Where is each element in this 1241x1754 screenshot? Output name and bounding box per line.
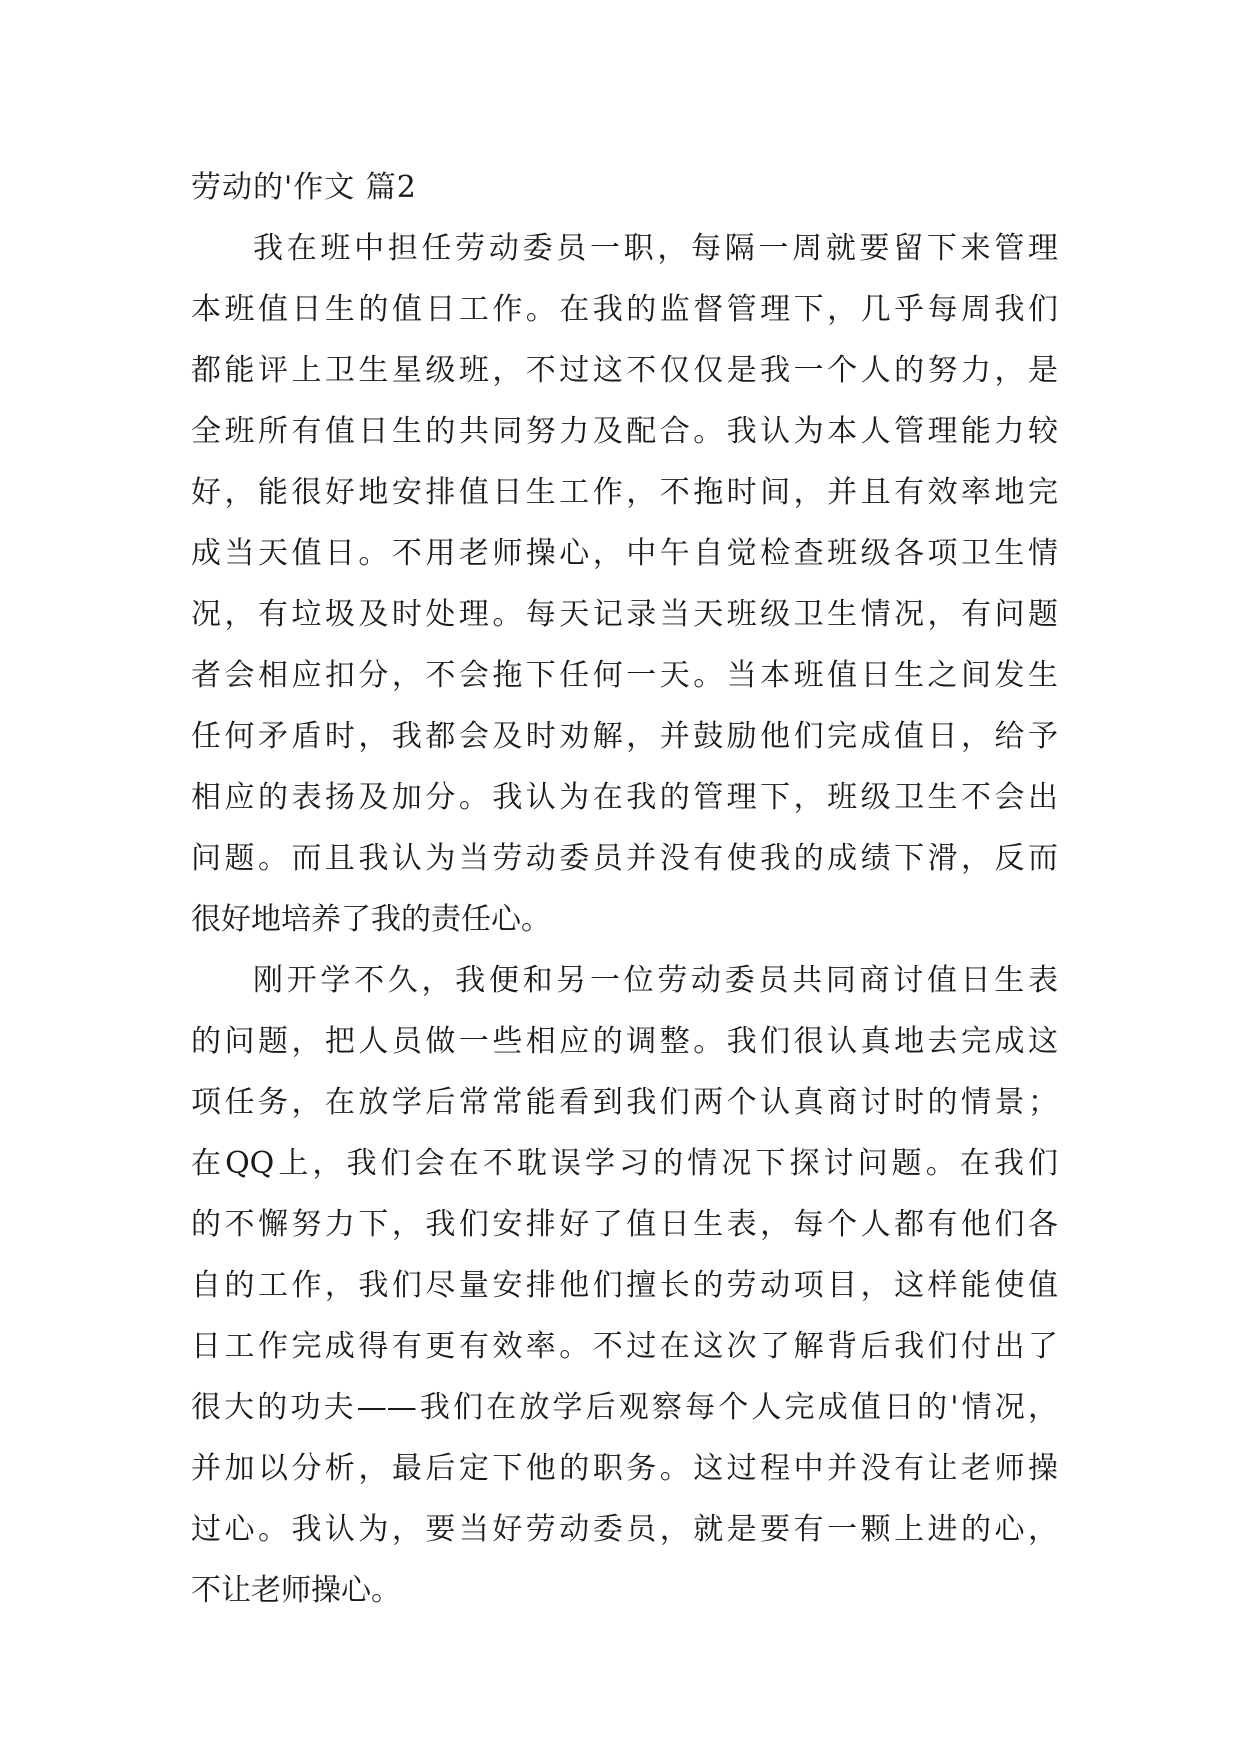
paragraph-line: 并加以分析，最后定下他的职务。这过程中并没有让老师操 bbox=[191, 1451, 1058, 1486]
paragraph-line: 刚开学不久，我便和另一位劳动委员共同商讨值日生表 bbox=[253, 963, 1058, 998]
paragraph-line: 成当天值日。不用老师操心，中午自觉检查班级各项卫生情 bbox=[191, 536, 1058, 571]
paragraph-line: 日工作完成得有更有效率。不过在这次了解背后我们付出了 bbox=[191, 1329, 1058, 1364]
paragraph-line: 的问题，把人员做一些相应的调整。我们很认真地去完成这 bbox=[191, 1024, 1058, 1059]
paragraph-line: 相应的表扬及加分。我认为在我的管理下，班级卫生不会出 bbox=[191, 780, 1058, 815]
paragraph-line: 很大的功夫——我们在放学后观察每个人完成值日的'情况， bbox=[191, 1390, 1058, 1425]
paragraph-line: 在QQ上，我们会在不耽误学习的情况下探讨问题。在我们 bbox=[191, 1146, 1058, 1181]
paragraph-line: 都能评上卫生星级班，不过这不仅仅是我一个人的努力，是 bbox=[191, 353, 1058, 388]
paragraph-line: 很好地培养了我的责任心。 bbox=[191, 902, 551, 937]
paragraph-line: 的不懈努力下，我们安排好了值日生表，每个人都有他们各 bbox=[191, 1207, 1058, 1242]
paragraph-line: 全班所有值日生的共同努力及配合。我认为本人管理能力较 bbox=[191, 414, 1058, 449]
paragraph-line: 我在班中担任劳动委员一职，每隔一周就要留下来管理 bbox=[253, 231, 1058, 266]
paragraph-line: 本班值日生的值日工作。在我的监督管理下，几乎每周我们 bbox=[191, 292, 1058, 327]
paragraph-line: 问题。而且我认为当劳动委员并没有使我的成绩下滑，反而 bbox=[191, 841, 1058, 876]
paragraph-line: 者会相应扣分，不会拖下任何一天。当本班值日生之间发生 bbox=[191, 658, 1058, 693]
paragraph-line: 况，有垃圾及时处理。每天记录当天班级卫生情况，有问题 bbox=[191, 597, 1058, 632]
paragraph-line: 过心。我认为，要当好劳动委员，就是要有一颗上进的心， bbox=[191, 1512, 1058, 1547]
paragraph-line: 项任务，在放学后常常能看到我们两个认真商讨时的情景； bbox=[191, 1085, 1058, 1120]
document-title: 劳动的'作文 篇2 bbox=[191, 170, 417, 205]
paragraph-line: 不让老师操心。 bbox=[191, 1573, 401, 1608]
paragraph-line: 好，能很好地安排值日生工作，不拖时间，并且有效率地完 bbox=[191, 475, 1058, 510]
paragraph-line: 任何矛盾时，我都会及时劝解，并鼓励他们完成值日，给予 bbox=[191, 719, 1058, 754]
paragraph-line: 自的工作，我们尽量安排他们擅长的劳动项目，这样能使值 bbox=[191, 1268, 1058, 1303]
